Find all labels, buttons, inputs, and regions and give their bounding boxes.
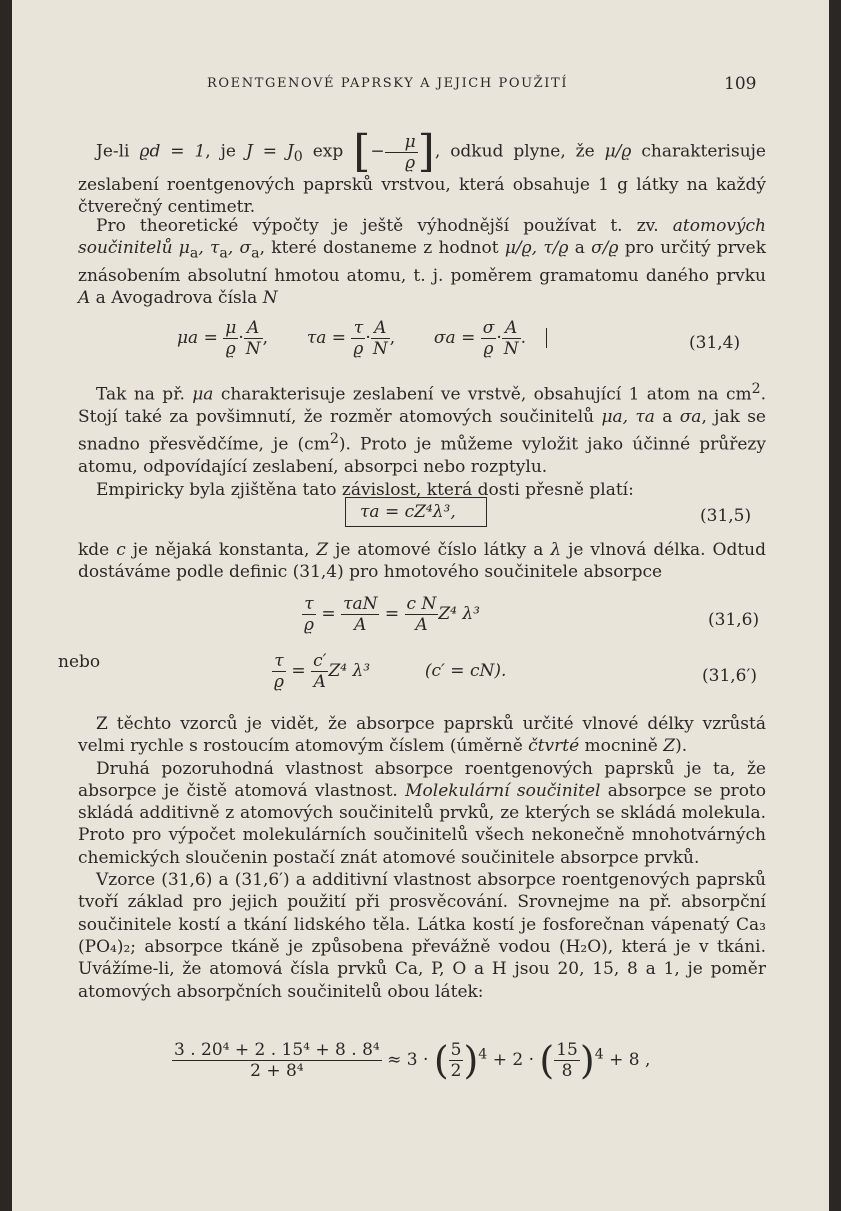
symbol: μa xyxy=(192,384,214,405)
paragraph-8: Vzorce (31,6) a (31,6′) a additivní vlastnost absorpce roentgenových paprsků tvoří základ pro jejich použití při prosvěcování. Srovnejme na př. absorpční součinitele kostí a tkání lidského těla. Látka kostí je fosforečnan vápenatý Ca₃ (PO₄)₂; absorpce tkáně je způsobena převážně vodou (H₂O), která je v tkáni. Uvážíme-li, že atomová čísla prvků Ca, P, O a H jsou 20, 15, 8 a 1, je poměr atomových absorpčních součinitelů obou látek: xyxy=(78,870,766,1002)
text: a xyxy=(568,238,592,259)
symbol-J0: J xyxy=(286,141,294,162)
paragraph-7 xyxy=(78,758,766,869)
emphasis: Molekulární součinitel xyxy=(405,780,601,801)
comma: , xyxy=(389,328,396,348)
text: je atomové číslo látky a xyxy=(328,540,551,560)
expression: τa = cZ⁴λ³, xyxy=(360,502,456,522)
numerator: σ xyxy=(482,318,495,338)
minus: − xyxy=(370,141,385,162)
text: charakterisuje zeslabení ve vrstvě, obsahující 1 atom na cm xyxy=(213,384,752,405)
superscript: 2 xyxy=(751,381,761,397)
numerator: c N xyxy=(406,594,437,614)
equals: = xyxy=(384,604,400,624)
denominator: 8 xyxy=(561,1061,573,1081)
fraction xyxy=(449,1040,464,1081)
condition: ϱd = 1 xyxy=(139,141,206,162)
equation-31-6-prime xyxy=(272,651,506,692)
text: Je-li xyxy=(96,141,140,162)
symbol: , τ xyxy=(198,238,220,259)
text: , odkud plyne, že xyxy=(434,141,605,162)
paragraph-6 xyxy=(78,713,766,758)
symbol: Z xyxy=(316,540,329,560)
equation-31-6 xyxy=(302,594,480,635)
denominator: ϱ xyxy=(225,339,236,359)
paragraph-1 xyxy=(78,126,766,219)
fraction xyxy=(272,651,286,692)
text: ). Proto je můžeme vyložit jako účinné průřezy atomu, odpovídající zeslabení, absorpci nebo rozptylu. xyxy=(78,434,766,478)
text: Pro theoretické výpočty je ještě výhodnější používat t. zv. xyxy=(96,216,673,236)
lhs-tau-a: τa = xyxy=(306,328,347,348)
dot: · xyxy=(238,328,244,348)
numerator: 3 . 20⁴ + 2 . 15⁴ + 8 . 8⁴ xyxy=(174,1040,380,1060)
numerator: 5 xyxy=(450,1040,462,1060)
equals: = xyxy=(321,604,336,624)
equation-31-5 xyxy=(345,502,487,522)
denominator: ϱ xyxy=(405,152,416,173)
numerator: A xyxy=(244,318,263,339)
dot: · xyxy=(365,328,371,348)
fraction-mu-rho xyxy=(385,132,418,173)
numerator: μ xyxy=(385,132,418,153)
paragraph-2 xyxy=(78,215,766,310)
text: = xyxy=(252,141,287,162)
text: , je xyxy=(205,141,246,162)
lhs-mu-a: μa = xyxy=(177,328,218,348)
expression-tail: Z⁴ λ³ xyxy=(438,604,480,624)
fraction xyxy=(244,318,263,359)
equation-number-31-6-prime: (31,6′) xyxy=(702,666,757,686)
running-head: ROENTGENOVÉ PAPRSKY A JEJICH POUŽITÍ xyxy=(207,76,569,91)
power: 4 xyxy=(594,1046,604,1063)
book-page xyxy=(12,0,829,1211)
comma: , xyxy=(262,328,268,348)
denominator: 2 + 8⁴ xyxy=(250,1061,304,1081)
paren-open: ( xyxy=(433,1038,449,1083)
text: , které dostaneme z hodnot xyxy=(259,238,505,259)
symbol: , σ xyxy=(227,238,252,259)
plus-term: + 2 · xyxy=(492,1050,534,1070)
nebo-label: nebo xyxy=(58,652,101,672)
expression-tail: Z⁴ λ³ xyxy=(328,661,371,681)
denominator: ϱ xyxy=(304,615,314,635)
symbol: μa, τa xyxy=(601,406,655,427)
dot: · xyxy=(496,328,502,348)
fraction xyxy=(554,1040,580,1081)
text: pro určitý prvek znásobením absolutní hmotou atomu, t. j. poměrem gramatomu daného prvku xyxy=(78,238,767,286)
lhs-sigma-a: σa = xyxy=(433,328,476,348)
numerator: τaN xyxy=(343,594,378,614)
denominator: ϱ xyxy=(274,672,284,692)
text: a xyxy=(654,406,680,427)
denominator: ϱ xyxy=(483,339,494,359)
symbol: μ xyxy=(172,238,190,259)
exp-label: exp xyxy=(302,141,354,162)
paren-close: ) xyxy=(463,1038,479,1083)
period: . xyxy=(520,328,527,348)
page-header xyxy=(12,70,829,94)
denominator: A xyxy=(415,615,428,635)
fraction xyxy=(223,318,238,359)
power: 4 xyxy=(478,1046,488,1063)
subscript: a xyxy=(189,245,199,262)
symbol: μ/ϱ, τ/ϱ xyxy=(504,238,569,259)
text: kde xyxy=(78,540,117,560)
text: mocnině xyxy=(579,736,664,757)
denominator: N xyxy=(372,339,388,359)
symbol-ratio: μ/ϱ xyxy=(604,141,632,162)
text: Z těchto vzorců je vidět, že absorpce paprsků určité vlnové délky vzrůstá velmi rychle s rostoucím atomovým číslem (úměrně xyxy=(78,714,766,757)
paragraph-5 xyxy=(78,539,766,584)
symbol: Z xyxy=(663,736,676,757)
denominator: A xyxy=(354,615,367,635)
denominator: N xyxy=(245,339,261,359)
text: absorpce se proto skládá additivně z atomových součinitelů prvků, ze kterých se skládá molekula. Proto pro výpočet molekulárních součinitelů všech nekonečně mnohotvárných chemických sloučenin postačí znát atomové součinitele absorpce prvků. xyxy=(78,780,767,868)
text: , jak se snadno přesvědčíme, je (cm xyxy=(78,406,766,455)
paragraph-4: Empiricky byla zjištěna tato závislost, která dosti přesně platí: xyxy=(96,479,634,500)
symbol: A xyxy=(78,288,91,309)
denominator: ϱ xyxy=(353,339,364,359)
subscript: a xyxy=(251,245,260,262)
boxed-equation xyxy=(345,497,487,527)
text: . Stojí také za povšimnutí, že rozměr atomových součinitelů xyxy=(78,384,767,427)
paren-close: ) xyxy=(579,1038,595,1083)
equation-number-31-5: (31,5) xyxy=(700,506,752,526)
tail-term: + 8 , xyxy=(609,1050,651,1070)
body-text-lower xyxy=(78,713,766,1003)
numerator: c′ xyxy=(313,651,327,671)
text: Tak na př. xyxy=(96,384,193,405)
term-emphasis: atomových součinitelů xyxy=(78,216,766,259)
numerator: τ xyxy=(272,651,286,672)
text: charakterisuje zeslabení roentgenových paprsků vrstvou, která obsahuje 1 g látky na každý čtverečný centimetr. xyxy=(78,141,766,218)
denominator: N xyxy=(503,339,519,359)
equation-final xyxy=(172,1040,650,1081)
equation-31-4 xyxy=(177,318,547,359)
text: ). xyxy=(675,736,688,757)
emphasis: čtvrté xyxy=(528,736,580,757)
text: je nějaká konstanta, xyxy=(125,540,317,560)
equals: = xyxy=(291,661,306,681)
symbol: c xyxy=(116,540,126,560)
approx-term: ≈ 3 · xyxy=(387,1050,429,1070)
subscript: a xyxy=(219,245,228,262)
fraction xyxy=(311,651,328,692)
equation-number-31-4: (31,4) xyxy=(689,333,741,353)
symbol: σa xyxy=(679,406,702,427)
text: a Avogadrova čísla xyxy=(90,288,263,309)
numerator: A xyxy=(502,318,521,339)
equation-number-31-6: (31,6) xyxy=(708,610,760,630)
denominator: A xyxy=(313,672,326,692)
boxed-part xyxy=(433,318,547,359)
big-fraction xyxy=(172,1040,382,1081)
bracket-close: ] xyxy=(417,126,435,177)
fraction xyxy=(302,594,316,635)
fraction xyxy=(341,594,379,635)
condition: (c′ = cN). xyxy=(424,661,507,681)
symbol: σ/ϱ xyxy=(591,238,619,259)
denominator: 2 xyxy=(450,1061,462,1081)
text: Druhá pozoruhodná vlastnost absorpce roentgenových paprsků je ta, že absorpce je čistě atomová vlastnost. xyxy=(78,758,766,801)
symbol-J: J xyxy=(245,141,253,162)
symbol: λ xyxy=(550,540,562,560)
numerator: μ xyxy=(225,318,237,338)
numerator: 15 xyxy=(556,1040,578,1060)
paren-open: ( xyxy=(539,1038,555,1083)
superscript: 2 xyxy=(329,431,339,448)
numerator: A xyxy=(371,318,390,339)
fraction xyxy=(481,318,497,359)
text: je vlnová délka. Odtud dostáváme podle definic (31,4) pro hmotového součinitele absorpce xyxy=(78,540,766,583)
fraction xyxy=(371,318,390,359)
paragraph-3 xyxy=(78,378,766,501)
page-number: 109 xyxy=(724,74,757,94)
fraction xyxy=(351,318,365,359)
fraction xyxy=(405,594,439,635)
numerator: τ xyxy=(351,318,365,339)
symbol: N xyxy=(262,288,278,309)
bracket-open: [ xyxy=(353,126,371,177)
fraction xyxy=(502,318,521,359)
subscript: 0 xyxy=(293,148,303,165)
numerator: τ xyxy=(302,594,316,615)
